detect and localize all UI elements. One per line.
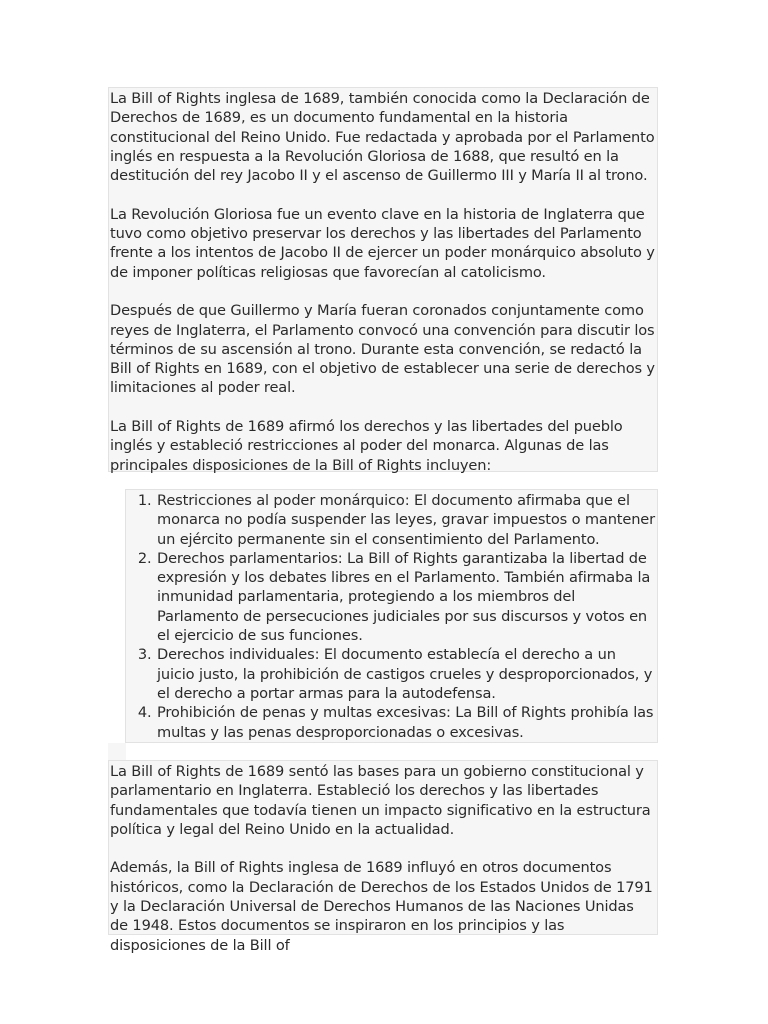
paragraph-influence: Además, la Bill of Rights inglesa de 1689 influyó en otros documentos históricos, como la Declaración de Derechos de los Estados Unidos de 1791 y la Declaración Universal de Derechos Humanos de las Naciones Unidas de 1948. Estos documentos se inspiraron en los principios y las disposiciones de la Bill of xyxy=(110,859,653,954)
provisions-list xyxy=(126,491,657,742)
list-item: 4. Prohibición de penas y multas excesivas: La Bill of Rights prohibía las multas y las penas desproporcionadas o excesivas. xyxy=(156,703,657,742)
list-item: 3. Derechos individuales: El documento establecía el derecho a un juicio justo, la prohibición de castigos crueles y desproporcionados, y el derecho a portar armas para la autodefensa. xyxy=(156,645,657,703)
paragraph-intro: La Bill of Rights inglesa de 1689, también conocida como la Declaración de Derechos de 1689, es un documento fundamental en la historia constitucional del Reino Unido. Fue redactada y aprobada por el Parlamento inglés en respuesta a la Revolución Gloriosa de 1688, que resultó en la destitución del rey Jacobo II y el ascenso de Guillermo III y María II al trono. xyxy=(110,90,655,185)
paragraph-foundations: La Bill of Rights de 1689 sentó las bases para un gobierno constitucional y parlamentario en Inglaterra. Estableció los derechos y las libertades fundamentales que todavía tienen un impacto significativo en la estructura política y legal del Reino Unido en la actualidad. xyxy=(110,763,651,838)
list-item: 1. Restricciones al poder monárquico: El documento afirmaba que el monarca no podía suspender las leyes, gravar impuestos o mantener un ejército permanente sin el consentimiento del Parlamento. xyxy=(156,491,657,549)
paragraph-glorious-revolution: La Revolución Gloriosa fue un evento clave en la historia de Inglaterra que tuvo como objetivo preservar los derechos y las libertades del Parlamento frente a los intentos de Jacobo II de ejercer un poder monárquico absoluto y de imponer políticas religiosas que favorecían al catolicismo. xyxy=(110,205,655,281)
provisions-list-block xyxy=(125,489,658,743)
paragraph-convention: Después de que Guillermo y María fueran coronados conjuntamente como reyes de Inglaterra, el Parlamento convocó una convención para discutir los términos de su ascensión al trono. Durante esta convención, se redactó la Bill of Rights en 1689, con el objetivo de establecer una serie de derechos y limitaciones al poder real. xyxy=(110,302,655,397)
paragraph-provisions-intro: La Bill of Rights de 1689 afirmó los derechos y las libertades del pueblo inglés y estableció restricciones al poder del monarca. Algunas de las principales disposiciones de la Bill of Rights incluyen: xyxy=(110,418,623,474)
intro-text-block xyxy=(108,87,658,472)
list-block-corner xyxy=(108,743,126,760)
list-item: 2. Derechos parlamentarios: La Bill of Rights garantizaba la libertad de expresión y los debates libres en el Parlamento. También afirmaba la inmunidad parlamentaria, protegiendo a los miembros del Parlamento de persecuciones judiciales por sus discursos y votos en el ejercicio de sus funciones. xyxy=(156,549,657,645)
closing-text-block xyxy=(108,760,658,954)
